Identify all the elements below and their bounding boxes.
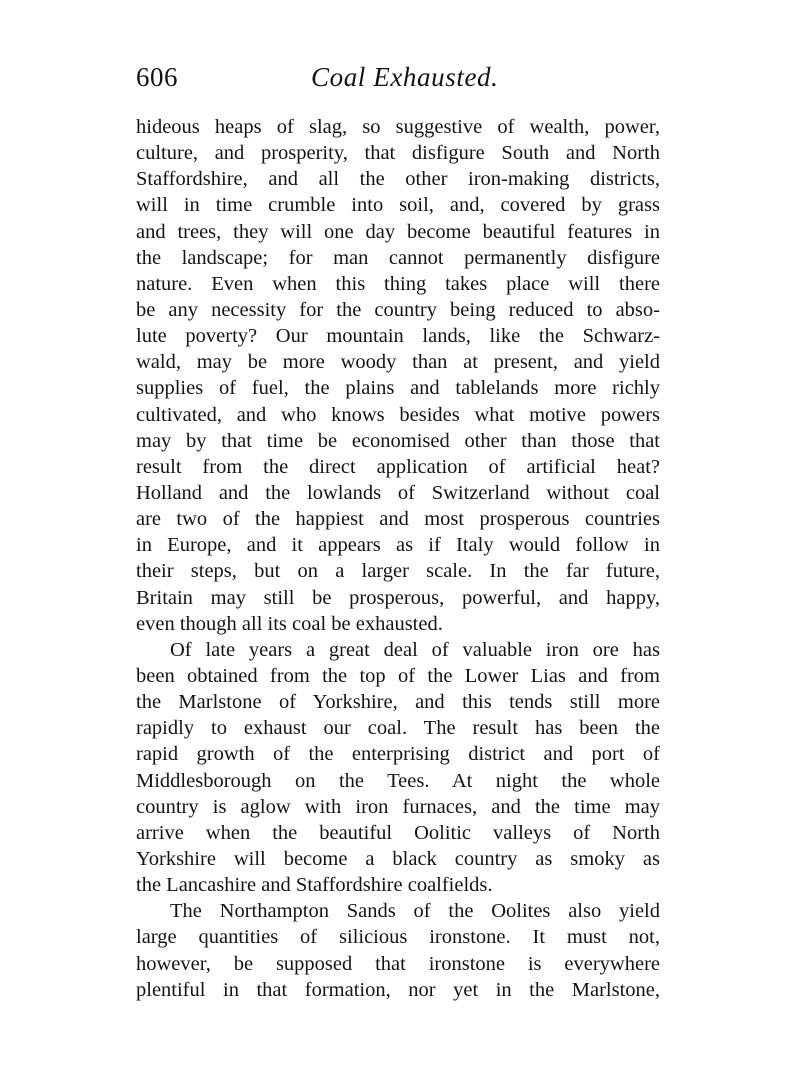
paragraph-3 (136, 898, 660, 1003)
text-line: Britain may still be prosperous, powerful, and happy, (136, 586, 660, 609)
text-line: Middlesborough on the Tees. At night the whole (136, 769, 660, 792)
text-line: their steps, but on a larger scale. In the far future, (136, 560, 660, 583)
text-line: result from the direct application of artificial heat? (136, 455, 660, 478)
text-line: large quantities of silicious ironstone. It must not, (136, 926, 660, 949)
text-line: and trees, they will one day become beautiful features in (136, 220, 660, 243)
paragraph-1 (136, 114, 660, 637)
running-head (136, 62, 660, 102)
text-line: be any necessity for the country being reduced to abso- (136, 298, 660, 321)
text-line: cultivated, and who knows besides what motive powers (136, 403, 660, 426)
text-line: The Northampton Sands of the Oolites also yield (170, 900, 660, 923)
text-line: the landscape; for man cannot permanently disfigure (136, 246, 660, 269)
text-line: wald, may be more woody than at present, and yield (136, 351, 660, 374)
text-line: been obtained from the top of the Lower Lias and from (136, 664, 660, 687)
text-line: Holland and the lowlands of Switzerland without coal (136, 481, 660, 504)
text-line: country is aglow with iron furnaces, and the time may (136, 795, 660, 818)
text-line: plentiful in that formation, nor yet in the Marlstone, (136, 978, 660, 1001)
text-line: culture, and prosperity, that disfigure South and North (136, 142, 660, 165)
text-line: rapid growth of the enterprising district and port of (136, 743, 660, 766)
text-line: nature. Even when this thing takes place will there (136, 272, 660, 295)
text-line: will in time crumble into soil, and, covered by grass (136, 194, 660, 217)
text-line: the Lancashire and Staffordshire coalfields. (136, 874, 493, 897)
text-line: in Europe, and it appears as if Italy would follow in (136, 534, 660, 557)
body-text (136, 114, 660, 1003)
text-line: are two of the happiest and most prosperous countries (136, 508, 660, 531)
text-line: supplies of fuel, the plains and tablelands more richly (136, 377, 660, 400)
text-line: even though all its coal be exhausted. (136, 612, 443, 635)
text-line: lute poverty? Our mountain lands, like the Schwarz- (136, 325, 660, 348)
text-line: Yorkshire will become a black country as smoky as (136, 847, 660, 870)
text-line: the Marlstone of Yorkshire, and this tends still more (136, 691, 660, 714)
text-line: however, be supposed that ironstone is everywhere (136, 952, 660, 975)
text-line: arrive when the beautiful Oolitic valleys of North (136, 821, 660, 844)
text-line: rapidly to exhaust our coal. The result has been the (136, 717, 660, 740)
paragraph-2 (136, 637, 660, 898)
text-line: Of late years a great deal of valuable iron ore has (170, 638, 660, 661)
text-line: Staffordshire, and all the other iron-making districts, (136, 168, 660, 191)
text-line: may by that time be economised other than those that (136, 429, 660, 452)
running-title: Coal Exhausted. (311, 62, 499, 92)
text-line: hideous heaps of slag, so suggestive of wealth, power, (136, 116, 660, 138)
page-number: 606 (136, 62, 178, 92)
